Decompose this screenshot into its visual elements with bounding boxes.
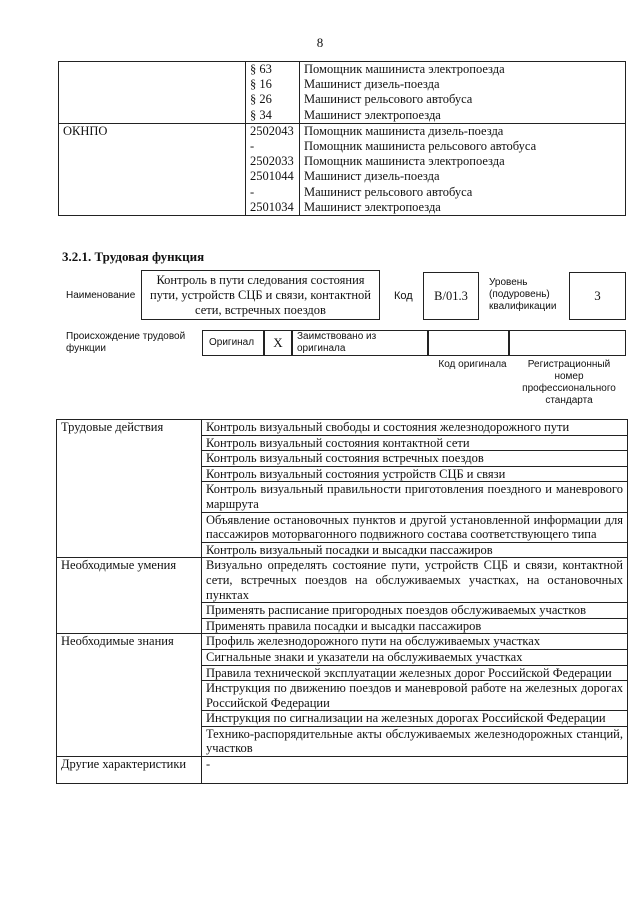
list-item: Правила технической эксплуатации железных дорог Российской Федерации xyxy=(202,665,628,681)
code-value: - xyxy=(250,139,255,154)
code-original-cell xyxy=(428,330,509,356)
list-item: Контроль визуальный состояния устройств СЦБ и связи xyxy=(202,466,628,482)
occupation-name: Помощник машиниста дизель-поезда xyxy=(304,123,504,138)
code-original-caption: Код оригинала xyxy=(438,359,507,370)
occupation-name: Машинист электропоезда xyxy=(304,199,441,214)
list-item: Инструкция по движению поездов и маневровой работе на железных дорогах Российской Федерации xyxy=(202,681,628,711)
original-mark: X xyxy=(264,330,292,356)
list-item: Объявление остановочных пунктов и другой установленной информации для пассажиров моторвагонного подвижного состава соответствующего типа xyxy=(202,512,628,542)
table-row xyxy=(57,634,628,650)
table-row xyxy=(59,62,626,124)
level-label: Уровень (подуровень) квалификации xyxy=(489,277,557,312)
names-cell xyxy=(300,62,626,124)
code-label: Код xyxy=(394,290,413,302)
list-item: Инструкция по сигнализации на железных дорогах Российской Федерации xyxy=(202,711,628,727)
occupation-name: Помощник машиниста электропоезда xyxy=(304,154,505,169)
names-cell xyxy=(300,123,626,215)
original-label: Оригинал xyxy=(209,337,255,348)
list-item: - xyxy=(202,757,628,784)
function-name-box: Контроль в пути следования состояния пути, устройств СЦБ и связи, контактной сети, встречных поездов xyxy=(141,270,380,320)
occupation-name: Машинист дизель-поезда xyxy=(304,169,440,184)
list-item: Технико-распорядительные акты обслуживаемых железнодорожных станций, участков xyxy=(202,726,628,756)
reg-number-cell xyxy=(509,330,626,356)
group-header: Трудовые действия xyxy=(57,420,202,558)
occupation-name: Машинист рельсового автобуса xyxy=(304,184,473,199)
group-header: Необходимые знания xyxy=(57,634,202,757)
classifier-cell: ОКНПО xyxy=(59,123,246,215)
reg-number-caption: Регистрационный номер профессионального стандарта xyxy=(522,359,616,406)
code-value: 2502043 xyxy=(250,123,294,138)
section-title: 3.2.1. Трудовая функция xyxy=(62,249,205,264)
list-item: Применять правила посадки и высадки пассажиров xyxy=(202,618,628,634)
code-value: § 26 xyxy=(250,92,272,107)
list-item: Сигнальные знаки и указатели на обслуживаемых участках xyxy=(202,649,628,665)
code-value: 2502033 xyxy=(250,154,294,169)
group-header: Необходимые умения xyxy=(57,558,202,634)
name-label: Наименование xyxy=(66,290,136,301)
code-value: 2501044 xyxy=(250,169,294,184)
page-number: 8 xyxy=(316,35,324,50)
table-row xyxy=(57,420,628,436)
borrowed-label: Заимствовано из оригинала xyxy=(297,331,377,354)
origin-row xyxy=(202,330,626,356)
occupation-name: Помощник машиниста электропоезда xyxy=(304,62,505,76)
list-item: Контроль визуальный посадки и высадки пассажиров xyxy=(202,542,628,558)
code-value: § 16 xyxy=(250,77,272,92)
occupation-name: Машинист дизель-поезда xyxy=(304,77,440,92)
occupation-name: Помощник машиниста рельсового автобуса xyxy=(304,139,537,154)
code-value: - xyxy=(250,184,255,199)
function-details-table xyxy=(56,419,628,784)
codes-cell xyxy=(246,62,300,124)
level-box: 3 xyxy=(569,272,626,320)
list-item: Контроль визуальный правильности приготовления поездного и маневрового маршрута xyxy=(202,482,628,512)
list-item: Профиль железнодорожного пути на обслуживаемых участках xyxy=(202,634,628,650)
original-cell xyxy=(202,330,264,356)
list-item: Визуально определять состояние пути, устройств СЦБ и связи, контактной сети, встречных поездов на обслуживаемых участках, на остановочных пунктах xyxy=(202,558,628,603)
classifier-cell xyxy=(59,62,246,124)
code-value: § 63 xyxy=(250,62,272,76)
list-item: Контроль визуальный свободы и состояния железнодорожного пути xyxy=(202,420,628,436)
table-row xyxy=(57,558,628,603)
function-code-box: B/01.3 xyxy=(423,272,479,320)
list-item: Контроль визуальный состояния встречных поездов xyxy=(202,451,628,467)
occupation-name: Машинист рельсового автобуса xyxy=(304,92,473,107)
table-row xyxy=(57,757,628,784)
code-value: 2501034 xyxy=(250,199,294,214)
origin-label: Происхождение трудовой функции xyxy=(66,331,186,354)
table-row xyxy=(59,123,626,215)
codes-cell xyxy=(246,123,300,215)
group-header: Другие характеристики xyxy=(57,757,202,784)
classification-table xyxy=(58,61,626,216)
borrowed-cell xyxy=(292,330,428,356)
list-item: Применять расписание пригородных поездов обслуживаемых участков xyxy=(202,603,628,619)
code-value: § 34 xyxy=(250,107,272,122)
list-item: Контроль визуальный состояния контактной сети xyxy=(202,435,628,451)
occupation-name: Машинист электропоезда xyxy=(304,107,441,122)
